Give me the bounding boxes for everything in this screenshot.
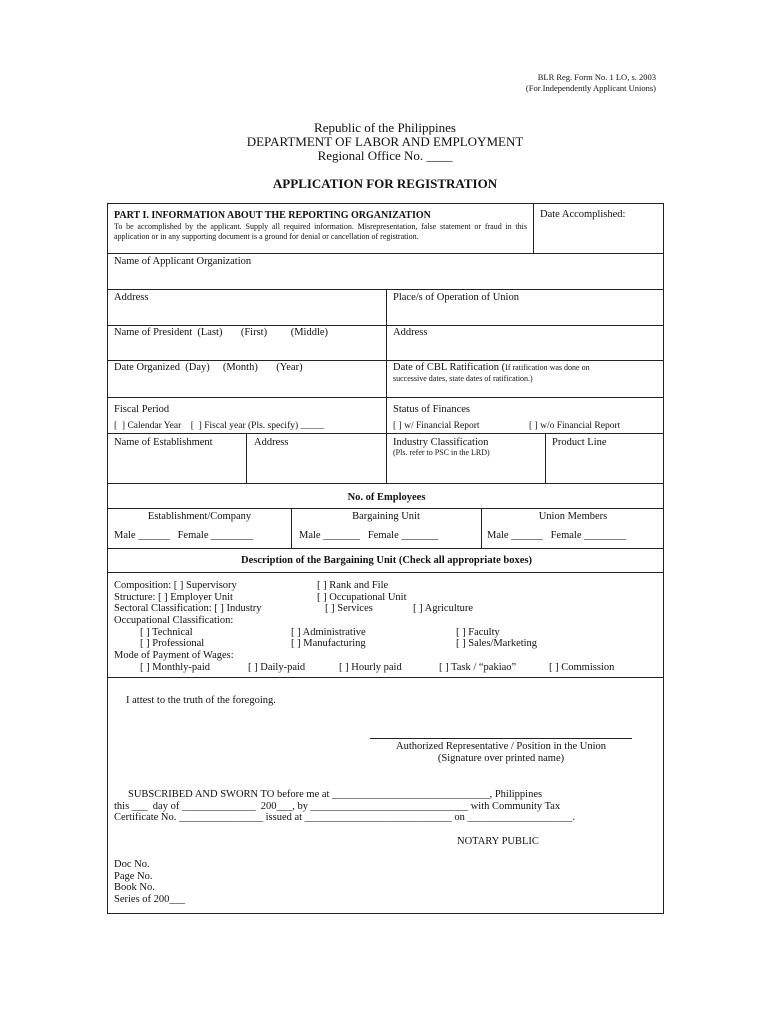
sworn-line-3[interactable]: Certificate No. ________________ issued at ____________________________ on ____________________. [114,812,576,823]
book-no-field[interactable]: Book No. [114,882,155,893]
divider [108,572,663,573]
divider [108,433,663,434]
establishment-address-field[interactable]: Address [254,437,289,448]
rank-and-file-checkbox[interactable]: [ ] Rank and File [317,580,389,591]
republic-heading: Republic of the Philippines [314,120,456,135]
employees-bargaining-male-female[interactable]: Male _______ Female _______ [299,530,439,541]
employees-bargaining-header: Bargaining Unit [352,511,420,522]
divider [246,433,247,483]
registration-form [107,203,664,914]
date-accomplished-field[interactable]: Date Accomplished: [540,209,626,220]
employees-establishment-male-female[interactable]: Male ______ Female ________ [114,530,254,541]
signatory-label: Authorized Representative / Position in the Union [396,741,606,752]
divider [108,548,663,549]
services-checkbox[interactable]: [ ] Services [325,603,373,614]
form-number-block [480,72,656,94]
attest-statement: I attest to the truth of the foregoing. [126,695,276,706]
sworn-line-1[interactable]: SUBSCRIBED AND SWORN TO before me at ______________________________, Philippines [128,789,543,800]
president-address-field[interactable]: Address [393,327,428,338]
divider [108,397,663,398]
product-line-field[interactable]: Product Line [552,437,607,448]
industry-classification-field[interactable]: Industry Classification [393,437,489,448]
org-name-field[interactable]: Name of Applicant Organization [114,256,252,267]
with-financial-report-checkbox[interactable]: [ ] w/ Financial Report [393,421,480,431]
divider [108,677,663,678]
sectoral-industry-checkbox[interactable]: Sectoral Classification: [ ] Industry [114,603,262,614]
signature-note: (Signature over printed name) [437,753,565,764]
divider [545,433,546,483]
cbl-label: Date of CBL Ratification ( [393,362,506,373]
daily-paid-checkbox[interactable]: [ ] Daily-paid [248,662,306,673]
cbl-ratification-field[interactable] [393,361,590,374]
president-name-field[interactable]: Name of President (Last) (First) (Middle) [114,327,329,338]
divider [533,204,534,253]
administrative-checkbox[interactable]: [ ] Administrative [291,627,366,638]
places-of-operation-field[interactable]: Place/s of Operation of Union [393,292,519,303]
monthly-paid-checkbox[interactable]: [ ] Monthly-paid [140,662,210,673]
industry-note: (Pls. refer to PSC in the LRD) [393,448,490,457]
sworn-line-2[interactable]: this ___ day of ______________ 200___, by ______________________________ with Community Tax [114,801,561,812]
employees-union-male-female[interactable]: Male ______ Female ________ [487,530,627,541]
bargaining-unit-title: Description of the Bargaining Unit (Check all appropriate boxes) [241,555,532,566]
doc-no-field[interactable]: Doc No. [114,859,150,870]
department-heading: DEPARTMENT OF LABOR AND EMPLOYMENT [246,134,524,149]
form-note: (For Independently Applicant Unions) [525,83,656,93]
establishment-name-field[interactable]: Name of Establishment [114,437,213,448]
part1-note: To be accomplished by the applicant. Supply all required information. Misrepresentation, false statement or fraud in this application or in any supporting document is a ground for denial or cancellation of registration. [114,222,527,241]
composition-supervisory-checkbox[interactable]: Composition: [ ] Supervisory [114,580,237,591]
form-number: BLR Reg. Form No. 1 LO, s. 2003 [537,72,656,82]
structure-employer-unit-checkbox[interactable]: Structure: [ ] Employer Unit [114,592,233,603]
status-finances-label: Status of Finances [393,404,470,415]
notary-public-label: NOTARY PUBLIC [457,836,539,847]
page-no-field[interactable]: Page No. [114,871,153,882]
manufacturing-checkbox[interactable]: [ ] Manufacturing [291,638,366,649]
signature-line[interactable] [370,738,632,739]
occupational-unit-checkbox[interactable]: [ ] Occupational Unit [317,592,407,603]
occupational-classification-label: Occupational Classification: [114,615,234,626]
address-field[interactable]: Address [114,292,149,303]
technical-checkbox[interactable]: [ ] Technical [140,627,193,638]
fiscal-period-options[interactable]: [ ] Calendar Year [ ] Fiscal year (Pls. specify) _____ [114,421,325,431]
divider [386,289,387,483]
mode-of-payment-label: Mode of Payment of Wages: [114,650,234,661]
regional-office-heading: Regional Office No. ____ [317,148,453,163]
divider [108,508,663,509]
without-financial-report-checkbox[interactable]: [ ] w/o Financial Report [529,421,621,431]
faculty-checkbox[interactable]: [ ] Faculty [456,627,500,638]
series-field[interactable]: Series of 200___ [114,894,186,905]
part1-title: PART I. INFORMATION ABOUT THE REPORTING ORGANIZATION [114,210,431,221]
agriculture-checkbox[interactable]: [ ] Agriculture [413,603,474,614]
employees-title: No. of Employees [347,492,426,503]
divider [108,253,663,254]
cbl-note-continued: successive dates, state dates of ratification.) [393,374,533,383]
sales-marketing-checkbox[interactable]: [ ] Sales/Marketing [456,638,538,649]
divider [108,483,663,484]
task-pakiao-checkbox[interactable]: [ ] Task / “pakiao” [439,662,517,673]
cbl-note: If ratification was done on [505,363,590,372]
application-title: APPLICATION FOR REGISTRATION [272,176,498,191]
employees-establishment-header: Establishment/Company [147,511,252,522]
hourly-paid-checkbox[interactable]: [ ] Hourly paid [339,662,402,673]
professional-checkbox[interactable]: [ ] Professional [140,638,205,649]
fiscal-period-label: Fiscal Period [114,404,170,415]
commission-checkbox[interactable]: [ ] Commission [549,662,615,673]
date-organized-field[interactable]: Date Organized (Day) (Month) (Year) [114,362,303,373]
employees-union-header: Union Members [538,511,608,522]
